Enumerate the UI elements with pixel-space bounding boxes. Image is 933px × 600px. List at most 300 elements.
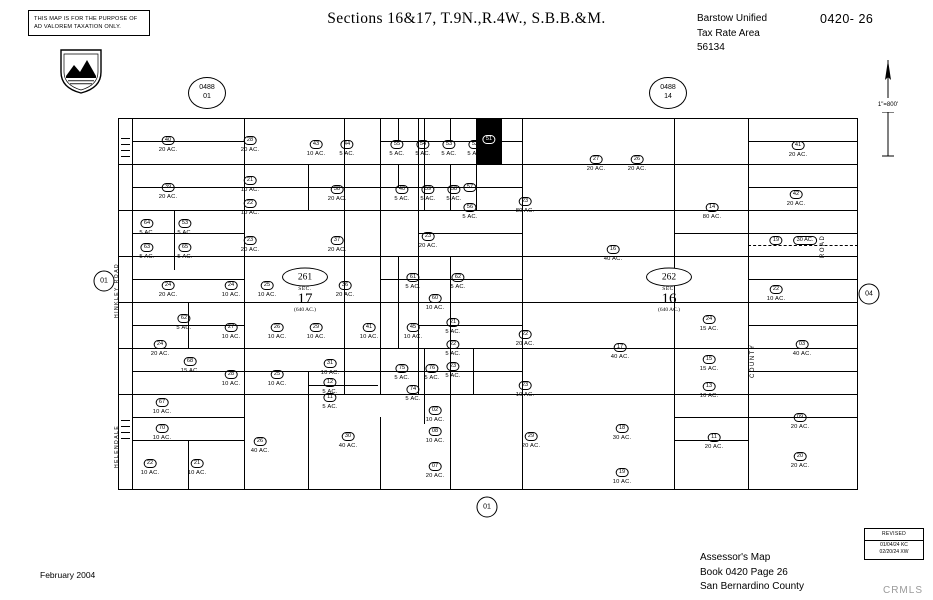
- parcel-acreage: 10 AC.: [152, 408, 172, 415]
- tax-rate-area-info: [697, 12, 767, 56]
- parcel-number: 23: [243, 236, 256, 245]
- callout-line2: 14: [664, 93, 672, 100]
- parcel-number: 11: [708, 433, 721, 442]
- parcel-label[interactable]: [789, 141, 808, 158]
- parcel-number: 21: [243, 176, 256, 185]
- map-line: [674, 417, 748, 418]
- map-line: [398, 256, 399, 302]
- parcel-label[interactable]: [522, 432, 541, 449]
- parcel-label[interactable]: [176, 314, 191, 331]
- callout-0488-01: [188, 77, 226, 109]
- parcel-label[interactable]: [153, 424, 172, 441]
- parcel-number: 58: [447, 185, 460, 194]
- parcel-number: 20: [793, 452, 806, 461]
- parcel-label[interactable]: [791, 413, 810, 430]
- parcel-label[interactable]: [336, 281, 355, 298]
- map-line: [748, 118, 749, 490]
- parcel-acreage: 5 AC.: [177, 253, 193, 260]
- assessor-line-1: Assessor's Map: [700, 552, 771, 563]
- assessor-line-3: San Bernardino County: [700, 581, 804, 592]
- parcel-number: 29: [309, 323, 322, 332]
- parcel-acreage: 20 AC.: [704, 443, 724, 450]
- parcel-number: 24: [161, 281, 174, 290]
- parcel-acreage: 10 AC.: [240, 186, 260, 193]
- parcel-label[interactable]: [467, 140, 482, 157]
- map-line: [380, 118, 381, 394]
- parcel-label[interactable]: [258, 281, 277, 298]
- parcel-number: 23: [518, 197, 531, 206]
- parcel-number: 70: [155, 424, 168, 433]
- parcel-acreage: 30 AC.: [612, 434, 632, 441]
- parcel-number: 65: [178, 243, 191, 252]
- map-line: [748, 233, 858, 234]
- road-hatch: [121, 144, 130, 145]
- parcel-acreage: 5 AC.: [405, 395, 421, 402]
- parcel-acreage: 10 AC.: [221, 291, 241, 298]
- parcel-number: 38: [330, 185, 343, 194]
- parcel-acreage: 10 AC.: [240, 209, 260, 216]
- parcel-label[interactable]: [463, 183, 476, 192]
- parcel-label[interactable]: [188, 459, 207, 476]
- parcel-number: 22: [769, 285, 782, 294]
- callout-right-04: [859, 284, 880, 305]
- parcel-acreage: 40 AC.: [338, 442, 358, 449]
- map-line: [450, 118, 451, 141]
- parcel-acreage: 5 AC.: [322, 403, 338, 410]
- parcel-label[interactable]: [141, 459, 160, 476]
- map-line: [748, 279, 858, 280]
- parcel-label[interactable]: [700, 315, 719, 332]
- map-line: [344, 118, 345, 394]
- parcel-label[interactable]: [705, 433, 724, 450]
- parcel-acreage: 5 AC.: [424, 374, 440, 381]
- parcel-number: 31: [323, 359, 336, 368]
- section-16-label: [658, 286, 680, 313]
- revision-line-1: 01/04/24 KC: [880, 541, 908, 548]
- parcel-number: 26: [630, 155, 643, 164]
- parcel-number: 12: [323, 378, 336, 387]
- parcel-number: 53: [178, 219, 191, 228]
- map-line: [132, 417, 244, 418]
- parcel-label[interactable]: [604, 245, 623, 262]
- parcel-acreage: 40 AC.: [610, 353, 630, 360]
- parcel-label[interactable]: [424, 364, 439, 381]
- road-hatch: [121, 138, 130, 139]
- parcel-number: 13: [702, 382, 715, 391]
- parcel-number: 29: [524, 432, 537, 441]
- parcel-acreage: 10 AC.: [403, 333, 423, 340]
- parcel-acreage: 5 AC.: [467, 150, 483, 157]
- parcel-acreage: 20 AC.: [240, 246, 260, 253]
- parcel-label[interactable]: [462, 203, 477, 220]
- parcel-acreage: 80 AC.: [515, 207, 535, 214]
- parcel-number: 55: [390, 140, 403, 149]
- parcel-label[interactable]: [703, 203, 722, 220]
- parcel-label[interactable]: [700, 382, 719, 399]
- map-line: [244, 118, 245, 490]
- road-label-vertical: ROAD: [820, 234, 826, 258]
- parcel-label[interactable]: [450, 273, 465, 290]
- parcel-number: 52: [468, 140, 481, 149]
- parcel-number: 22: [518, 330, 531, 339]
- parcel-number: 76: [425, 364, 438, 373]
- parcel-label[interactable]: [767, 285, 786, 302]
- parcel-label[interactable]: [426, 294, 445, 311]
- road-hatch: [121, 432, 130, 433]
- ad-valorem-note: THIS MAP IS FOR THE PURPOSE OF AD VALOREM TAXATION ONLY.: [28, 10, 150, 36]
- parcel-acreage: 40 AC.: [603, 255, 623, 262]
- parcel-label[interactable]: [628, 155, 647, 172]
- parcel-label[interactable]: [516, 381, 535, 398]
- road-number-261: [282, 268, 328, 287]
- callout-label: 01: [483, 503, 491, 511]
- road-hatch: [121, 420, 130, 421]
- parcel-label[interactable]: [159, 281, 178, 298]
- parcel-label[interactable]: [177, 243, 192, 260]
- parcel-acreage: 15 AC.: [180, 367, 200, 374]
- parcel-acreage: 20 AC.: [786, 200, 806, 207]
- parcel-label[interactable]: [613, 424, 632, 441]
- map-line: [308, 371, 309, 490]
- parcel-acreage: 20 AC.: [327, 246, 347, 253]
- parcel-acreage: 15 AC.: [699, 365, 719, 372]
- parcel-acreage: 10 AC.: [221, 333, 241, 340]
- assessor-map-caption: [700, 551, 804, 595]
- hinkley-road-label: HINKLEY ROAD: [114, 262, 120, 318]
- sec-acres: (640 AC.): [294, 307, 316, 313]
- parcel-number: 74: [406, 385, 419, 394]
- parcel-label[interactable]: [241, 176, 260, 193]
- parcel-label[interactable]: [587, 155, 606, 172]
- parcel-acreage: 5 AC.: [322, 388, 338, 395]
- parcel-acreage: 20 AC.: [788, 151, 808, 158]
- parcel-number: 24: [153, 340, 166, 349]
- parcel-label[interactable]: [445, 362, 460, 379]
- callout-line1: 0488: [660, 84, 676, 92]
- parcel-acreage: 20 AC.: [790, 462, 810, 469]
- road-number-label: 262: [661, 272, 677, 282]
- parcel-number: 25: [270, 370, 283, 379]
- parcel-label[interactable]: [159, 136, 178, 153]
- page-title: Sections 16&17, T.9N.,R.4W., S.B.B.&M.: [327, 10, 606, 27]
- parcel-label[interactable]: [241, 199, 260, 216]
- parcel-number: 57: [463, 183, 476, 192]
- map-line: [132, 187, 244, 188]
- parcel-number: 30: [341, 432, 354, 441]
- parcel-acreage: 20 AC.: [627, 165, 647, 172]
- map-line: [380, 394, 522, 395]
- parcel-label[interactable]: [793, 236, 817, 245]
- parcel-number: 18: [615, 424, 628, 433]
- map-line: [748, 325, 858, 326]
- parcel-number: 11: [324, 393, 337, 402]
- parcel-label[interactable]: [426, 406, 445, 423]
- parcel-acreage: 40 AC.: [250, 447, 270, 454]
- parcel-acreage: 5 AC.: [176, 324, 192, 331]
- parcel-number: 17: [613, 343, 626, 352]
- helendale-label: HELENDALE: [114, 424, 120, 468]
- parcel-label[interactable]: [222, 323, 241, 340]
- tax-rate-area-number: 56134: [697, 42, 725, 53]
- assessor-line-2: Book 0420 Page 26: [700, 566, 788, 578]
- parcel-label[interactable]: [426, 427, 445, 444]
- parcel-label[interactable]: [793, 340, 812, 357]
- parcel-label[interactable]: [404, 323, 423, 340]
- parcel-acreage: 5 AC.: [450, 283, 466, 290]
- parcel-acreage: 10 AC.: [187, 469, 207, 476]
- parcel-number: 22: [143, 459, 156, 468]
- county-label-vertical: COUNTY: [750, 343, 756, 378]
- parcel-number: 19: [615, 468, 628, 477]
- parcel-acreage: 5 AC.: [139, 253, 155, 260]
- revision-box: [864, 528, 924, 560]
- parcel-acreage: 5 AC.: [139, 229, 155, 236]
- parcel-label[interactable]: [611, 343, 630, 360]
- parcel-number: 23: [518, 381, 531, 390]
- parcel-label[interactable]: [419, 232, 438, 249]
- parcel-number: 22: [243, 199, 256, 208]
- parcel-acreage: 10 AC.: [306, 150, 326, 157]
- parcel-label[interactable]: [307, 140, 326, 157]
- sec-word: SEC.: [662, 286, 676, 292]
- tax-rate-area-label: Tax Rate Area: [697, 27, 760, 39]
- parcel-label[interactable]: [516, 197, 535, 214]
- parcel-label[interactable]: [328, 185, 347, 202]
- parcel-number: 41: [362, 323, 375, 332]
- map-line: [380, 417, 381, 490]
- parcel-acreage: 20 AC.: [327, 195, 347, 202]
- callout-0488-14: [649, 77, 687, 109]
- callout-bottom-01: [477, 497, 498, 518]
- parcel-label[interactable]: [394, 185, 409, 202]
- parcel-label[interactable]: [151, 340, 170, 357]
- map-line: [308, 164, 309, 210]
- callout-label: 04: [865, 290, 873, 298]
- parcel-label[interactable]: [268, 370, 287, 387]
- parcel-acreage: 10 AC.: [425, 416, 445, 423]
- parcel-label[interactable]: [321, 359, 340, 376]
- parcel-label[interactable]: [441, 140, 456, 157]
- parcel-number: 07: [428, 462, 441, 471]
- parcel-number: 16: [606, 245, 619, 254]
- parcel-number: 41: [791, 141, 804, 150]
- parcel-number: 61: [406, 273, 419, 282]
- parcel-acreage: 20 AC.: [515, 340, 535, 347]
- parcel-label[interactable]: [787, 190, 806, 207]
- parcel-label[interactable]: [339, 432, 358, 449]
- parcel-acreage: 5 AC.: [446, 195, 462, 202]
- parcel-acreage: 20 AC.: [335, 291, 355, 298]
- parcel-acreage: 5 AC.: [405, 283, 421, 290]
- map-line: [174, 210, 175, 270]
- parcel-number: 62: [177, 314, 190, 323]
- parcel-number: 26: [253, 437, 266, 446]
- parcel-label[interactable]: [222, 370, 241, 387]
- parcel-acreage: 5 AC.: [420, 195, 436, 202]
- parcel-number: 68: [183, 357, 196, 366]
- parcel-label[interactable]: [791, 452, 810, 469]
- parcel-number: 62: [451, 273, 464, 282]
- parcel-label[interactable]: [268, 323, 287, 340]
- parcel-number: 28: [243, 136, 256, 145]
- parcel-label[interactable]: [700, 355, 719, 372]
- section-17-label: [294, 286, 316, 313]
- easement-dashed-line: [748, 245, 858, 246]
- parcel-label[interactable]: [328, 236, 347, 253]
- parcel-acreage: 10 AC.: [699, 392, 719, 399]
- parcel-number: 40: [161, 136, 174, 145]
- parcel-number: 67: [155, 398, 168, 407]
- callout-line2: 01: [203, 93, 211, 100]
- revision-line-2: 02/20/24 XW: [879, 549, 909, 555]
- parcel-acreage: 20 AC.: [586, 165, 606, 172]
- parcel-number: 51: [482, 135, 495, 144]
- parcel-acreage: 80 AC.: [702, 213, 722, 220]
- parcel-label[interactable]: [446, 185, 461, 202]
- parcel-label[interactable]: [394, 364, 409, 381]
- parcel-acreage: 10 AC.: [221, 380, 241, 387]
- map-line: [118, 210, 858, 211]
- map-line: [118, 164, 858, 165]
- map-line: [522, 256, 674, 257]
- parcel-label[interactable]: [360, 323, 379, 340]
- parcel-label[interactable]: [139, 243, 154, 260]
- parcel-number: 19: [769, 236, 782, 245]
- parcel-acreage: 20 AC.: [425, 472, 445, 479]
- parcel-number: 56: [463, 203, 476, 212]
- parcel-number: 36: [338, 281, 351, 290]
- parcel-label[interactable]: [426, 462, 445, 479]
- parcel-number: 24: [224, 281, 237, 290]
- parcel-acreage: 10 AC.: [359, 333, 379, 340]
- parcel-label[interactable]: [405, 385, 420, 402]
- parcel-label[interactable]: [405, 273, 420, 290]
- parcel-number: 21: [190, 459, 203, 468]
- parcel-label[interactable]: [389, 140, 404, 157]
- parcel-acreage: 20 AC.: [240, 146, 260, 153]
- parcel-label[interactable]: [445, 340, 460, 357]
- parcel-acreage: 5 AC.: [339, 150, 355, 157]
- parcel-number: 40: [395, 185, 408, 194]
- parcel-label[interactable]: [241, 236, 260, 253]
- parcel-acreage: 10 AC.: [515, 391, 535, 398]
- parcel-label[interactable]: [420, 185, 435, 202]
- parcel-acreage: 5 AC.: [177, 229, 193, 236]
- parcel-acreage: 5 AC.: [389, 150, 405, 157]
- parcel-acreage: 10 AC.: [267, 333, 287, 340]
- map-line: [132, 279, 244, 280]
- parcel-acreage: 10 AC.: [425, 437, 445, 444]
- parcel-acreage: 20 AC.: [150, 350, 170, 357]
- parcel-acreage: 10 AC.: [257, 291, 277, 298]
- parcel-acreage: 10 AC.: [612, 478, 632, 485]
- map-line: [748, 187, 858, 188]
- parcel-number: 64: [140, 219, 153, 228]
- parcel-number: 21: [446, 318, 459, 327]
- parcel-label[interactable]: [139, 219, 154, 236]
- parcel-number: 45: [406, 323, 419, 332]
- parcel-label[interactable]: [177, 219, 192, 236]
- road-number-label: 261: [297, 272, 313, 282]
- map-line: [674, 348, 748, 349]
- sec-word: SEC.: [298, 286, 312, 292]
- road-hatch: [121, 438, 130, 439]
- parcel-number: 26: [270, 323, 283, 332]
- map-line: [674, 302, 748, 303]
- parcel-number: 59: [421, 185, 434, 194]
- parcel-label[interactable]: [613, 468, 632, 485]
- parcel-label[interactable]: [415, 140, 430, 157]
- parcel-label[interactable]: [769, 236, 782, 245]
- parcel-acreage: 5 AC.: [462, 213, 478, 220]
- map-line: [308, 385, 378, 386]
- parcel-acreage: 10 AC.: [320, 369, 340, 376]
- parcel-number: 09: [793, 413, 806, 422]
- parcel-label[interactable]: [516, 330, 535, 347]
- book-page-number: 0420- 26: [820, 12, 874, 26]
- parcel-acreage: 5 AC.: [394, 195, 410, 202]
- parcel-label[interactable]: [153, 398, 172, 415]
- revision-header: REVISED: [881, 531, 907, 537]
- parcel-acreage: 20 AC.: [158, 146, 178, 153]
- parcel-acreage: 10 AC.: [267, 380, 287, 387]
- parcel-number: 43: [309, 140, 322, 149]
- parcel-number: 30 AC.: [793, 236, 817, 245]
- watermark: CRMLS: [882, 585, 923, 596]
- callout-left-01: [94, 271, 115, 292]
- parcel-label[interactable]: [181, 357, 200, 374]
- map-line: [398, 164, 399, 187]
- parcel-acreage: 20 AC.: [418, 242, 438, 249]
- parcel-number: 23: [446, 362, 459, 371]
- parcel-number: 24: [702, 315, 715, 324]
- parcel-number: 03: [795, 340, 808, 349]
- north-arrow: [866, 58, 910, 158]
- parcel-label[interactable]: [251, 437, 270, 454]
- road-hatch: [121, 156, 130, 157]
- parcel-label[interactable]: [241, 136, 260, 153]
- parcel-number: 44: [340, 140, 353, 149]
- callout-line1: 0488: [199, 84, 215, 92]
- parcel-number: 53: [442, 140, 455, 149]
- parcel-number: 23: [421, 232, 434, 241]
- parcel-label[interactable]: [307, 323, 326, 340]
- parcel-label[interactable]: [322, 393, 337, 410]
- map-line: [418, 118, 419, 394]
- parcel-acreage: 20 AC.: [158, 193, 178, 200]
- parcel-number: 54: [416, 140, 429, 149]
- parcel-acreage: 5 AC.: [415, 150, 431, 157]
- sec-number: 16: [661, 291, 677, 307]
- parcel-label[interactable]: [339, 140, 354, 157]
- parcel-label[interactable]: [159, 183, 178, 200]
- parcel-label[interactable]: [445, 318, 460, 335]
- parcel-acreage: 5 AC.: [445, 350, 461, 357]
- parcel-acreage: 5 AC.: [441, 150, 457, 157]
- parcel-number: 22: [446, 340, 459, 349]
- road-hatch: [121, 150, 130, 151]
- map-line: [118, 256, 858, 257]
- map-line: [132, 118, 133, 490]
- map-line: [398, 118, 399, 141]
- parcel-number: 14: [705, 203, 718, 212]
- parcel-number: 02: [428, 406, 441, 415]
- parcel-label[interactable]: [222, 281, 241, 298]
- map-line: [132, 141, 244, 142]
- parcel-acreage: 5 AC.: [445, 372, 461, 379]
- parcel-acreage: 10 AC.: [766, 295, 786, 302]
- parcel-acreage: 5 AC.: [445, 328, 461, 335]
